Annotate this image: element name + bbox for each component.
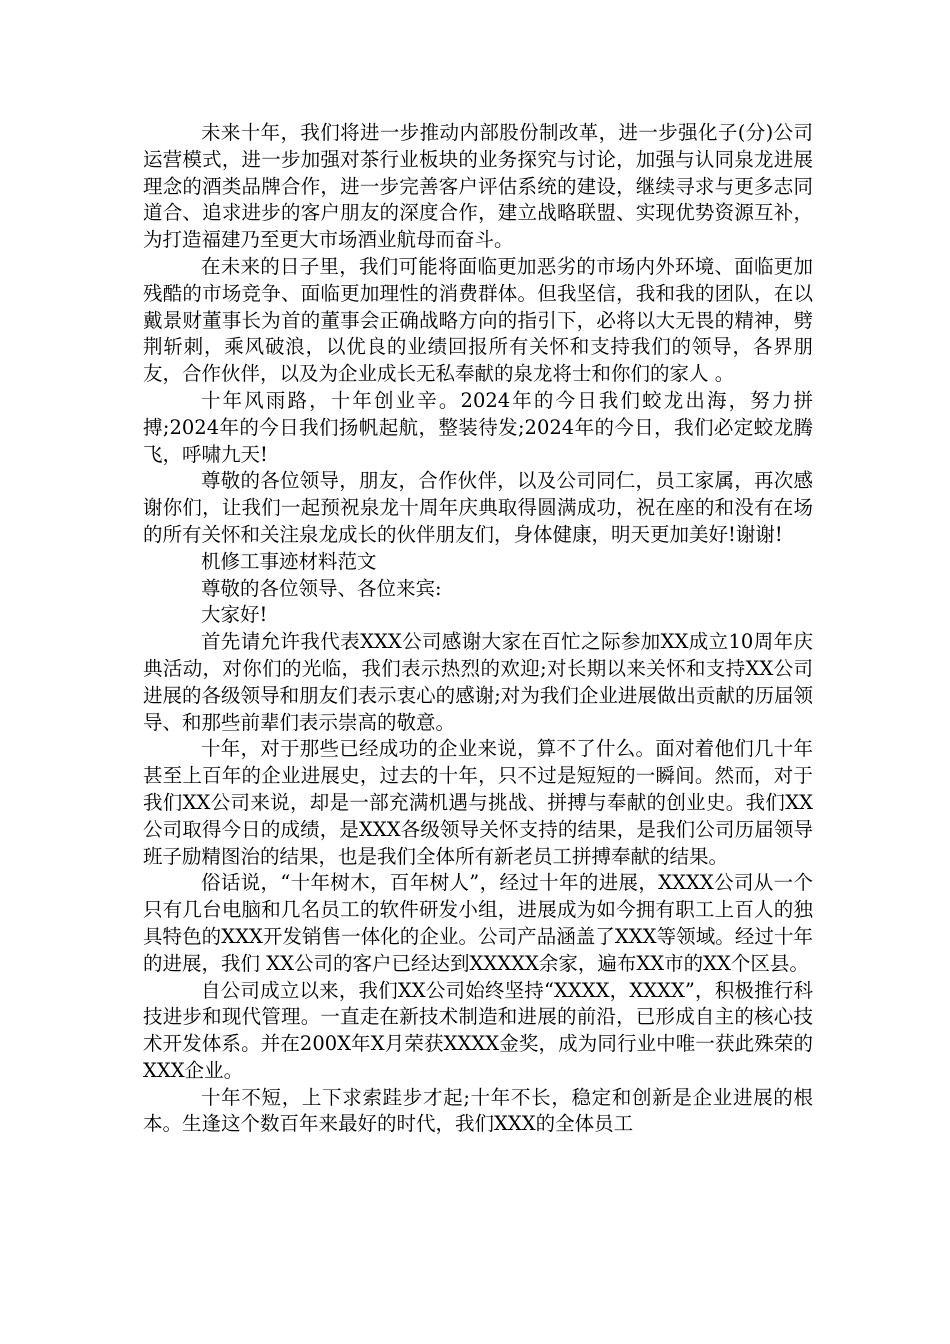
paragraph: 十年风雨路，十年创业辛。2024年的今日我们蛟龙出海，努力拼搏;2024年的今日我们扬帆起航，整装待发;2024年的今日，我们必定蛟龙腾飞，呼啸九天! (143, 388, 813, 466)
greeting: 大家好! (201, 603, 268, 627)
salutation: 尊敬的各位领导、各位来宾: (201, 576, 442, 600)
paragraph: 十年不短，上下求索跬步才起;十年不长，稳定和创新是企业进展的根本。生逢这个数百年来最好的时代，我们XXX的全体员工 (143, 1085, 813, 1136)
section-title: 机修工事迹材料范文 (201, 549, 377, 573)
paragraph: 俗话说，“十年树木，百年树人”，经过十年的进展，XXXX公司从一个只有几台电脑和几名员工的软件研发小组，进展成为如今拥有职工上百人的独具特色的XXX开发销售一体化的企业。公司产品涵盖了XXX等领域。经过十年的进展，我们 XX公司的客户已经达到XXXXX余家，遍布XX市的XX个区县。 (143, 871, 813, 975)
paragraph: 在未来的日子里，我们可能将面临更加恶劣的市场内外环境、面临更加残酷的市场竞争、面临更加理性的消费群体。但我坚信，我和我的团队，在以戴景财董事长为首的董事会正确战略方向的指引下，必将以大无畏的精神，劈荆斩刺，乘风破浪，以优良的业绩回报所有关怀和支持我们的领导，各界朋友，合作伙伴，以及为企业成长无私奉献的泉龙将士和你们的家人 。 (143, 254, 813, 386)
paragraph: 自公司成立以来，我们XX公司始终坚持“XXXX，XXXX”，积极推行科技进步和现代管理。一直走在新技术制造和进展的前沿，已形成自主的核心技术开发体系。并在200X年X月荣获XXXX金奖，成为同行业中唯一获此殊荣的XXX企业。 (143, 978, 813, 1082)
document-body (143, 120, 813, 1138)
paragraph: 未来十年，我们将进一步推动内部股份制改革，进一步强化子(分)公司运营模式，进一步加强对茶行业板块的业务探究与讨论，加强与认同泉龙进展理念的酒类品牌合作，进一步完善客户评估系统的建设，继续寻求与更多志同道合、追求进步的客户朋友的深度合作，建立战略联盟、实现优势资源互补，为打造福建乃至更大市场酒业航母而奋斗。 (143, 121, 813, 252)
paragraph: 十年，对于那些已经成功的企业来说，算不了什么。面对着他们几十年甚至上百年的企业进展史，过去的十年，只不过是短短的一瞬间。然而，对于我们XX公司来说，却是一部充满机遇与挑战、拼搏与奉献的创业史。我们XX公司取得今日的成绩，是XXX各级领导关怀支持的结果，是我们公司历届领导班子励精图治的结果，也是我们全体所有新老员工拼搏奉献的结果。 (143, 737, 813, 868)
paragraph: 尊敬的各位领导，朋友，合作伙伴，以及公司同仁，员工家属，再次感谢你们，让我们一起预祝泉龙十周年庆典取得圆满成功，祝在座的和没有在场的所有关怀和关注泉龙成长的伙伴朋友们，身体健康，明天更加美好!谢谢! (143, 469, 813, 546)
paragraph: 首先请允许我代表XXX公司感谢大家在百忙之际参加XX成立10周年庆典活动，对你们的光临，我们表示热烈的欢迎;对长期以来关怀和支持XX公司进展的各级领导和朋友们表示衷心的感谢;对为我们企业进展做出贡献的历届领导、和那些前辈们表示崇高的敬意。 (143, 630, 813, 734)
